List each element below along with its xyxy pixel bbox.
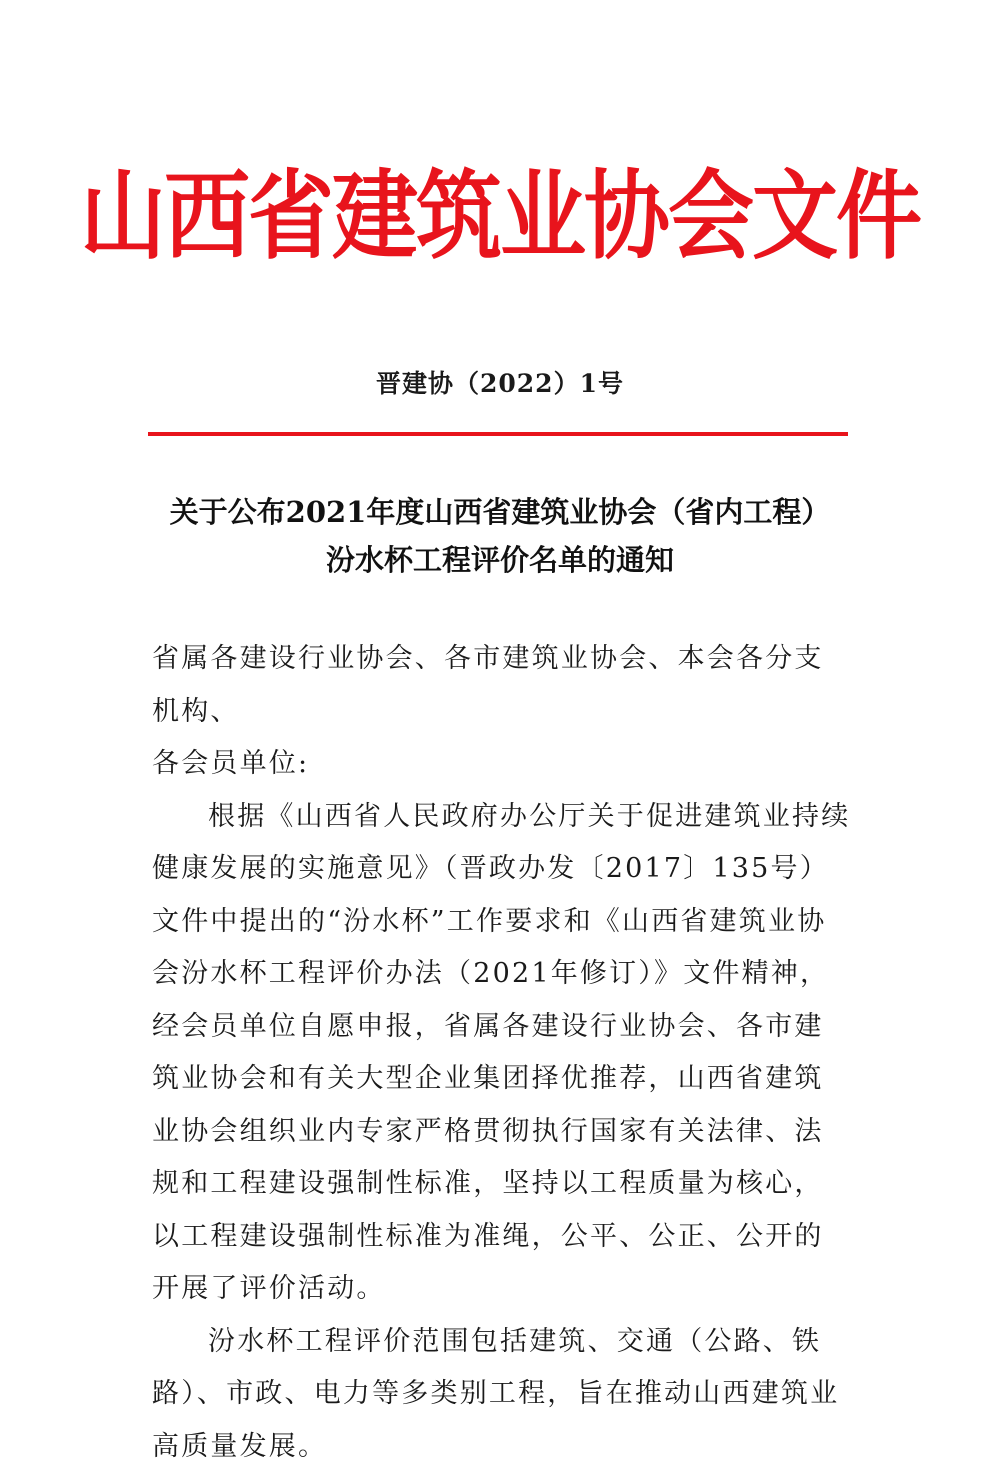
organization-header-title: 山西省建筑业协会文件 — [0, 150, 1000, 284]
body-paragraph-2: 汾水杯工程评价范围包括建筑、交通（公路、铁路）、市政、电力等多类别工程，旨在推动山西建筑业高质量发展。 — [152, 1316, 852, 1473]
document-body — [152, 633, 852, 1473]
document-number: 晋建协（2022）1号 — [0, 364, 1000, 404]
salutation-line-2: 各会员单位: — [152, 738, 852, 791]
red-divider-line — [148, 432, 848, 436]
body-paragraph-1: 根据《山西省人民政府办公厅关于促进建筑业持续健康发展的实施意见》（晋政办发〔2017〕135号）文件中提出的“汾水杯”工作要求和《山西省建筑业协会汾水杯工程评价办法（2021年修订）》文件精神，经会员单位自愿申报，省属各建设行业协会、各市建筑业协会和有关大型企业集团择优推荐，山西省建筑业协会组织业内专家严格贯彻执行国家有关法律、法规和工程建设强制性标准，坚持以工程质量为核心，以工程建设强制性标准为准绳，公平、公正、公开的开展了评价活动。 — [152, 791, 852, 1316]
document-title — [0, 488, 1000, 584]
salutation-line-1: 省属各建设行业协会、各市建筑业协会、本会各分支机构、 — [152, 633, 852, 738]
document-title-line-2: 汾水杯工程评价名单的通知 — [0, 536, 1000, 584]
document-title-line-1: 关于公布2021年度山西省建筑业协会（省内工程） — [0, 488, 1000, 536]
